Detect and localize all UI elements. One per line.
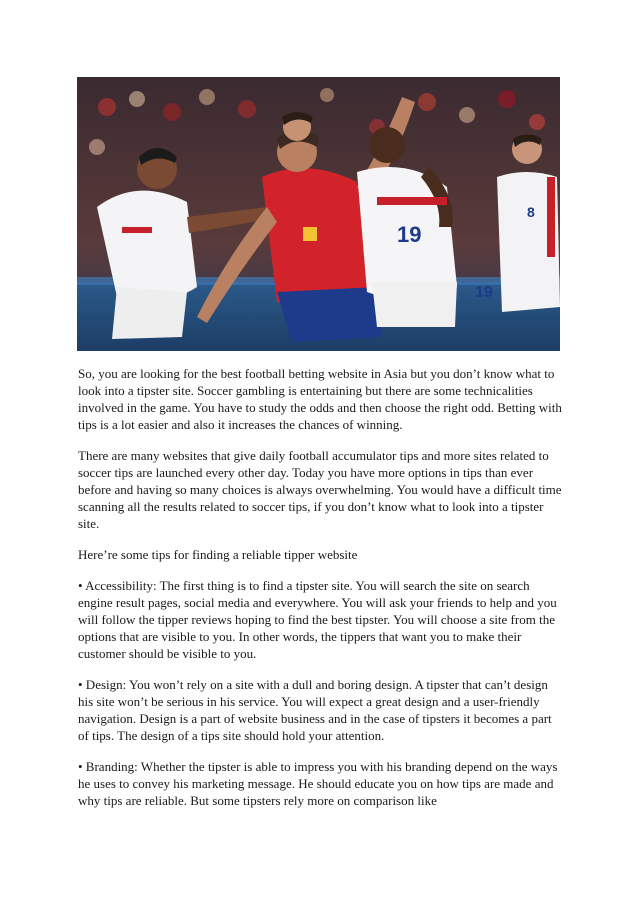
paragraph-intro: So, you are looking for the best football betting website in Asia but you don’t know what to look into a tipster site. Soccer gambling is entertaining but there are some technicalities involved in the game. You have to study the odds and then choose the right odd. Betting with tips is a lot easier and also it increases the chances of winning. [78, 366, 562, 432]
paragraph-design: • Design: You won’t rely on a site with a dull and boring design. A tipster that can’t design his site won’t be serious in his service. You will expect a great design and a user-friendly navigation. Design is a part of website business and in the case of tipsters it becomes a part of tips. The design of a tips site should hold your attention. [78, 677, 552, 743]
paragraph-branding: • Branding: Whether the tipster is able to impress you with his branding depend on the ways he uses to convey his marketing message. He should educate you on how tips are made and why tips are reliable. But some tipsters rely more on comparison like [78, 759, 558, 808]
football-photo [77, 77, 560, 351]
paragraph-accessibility: • Accessibility: The first thing is to find a tipster site. You will search the site on search engine result pages, social media and everywhere. You will ask your friends to help and you will follow the tipper reviews hoping to find the best tipster. You will choose a site from the options that are visible to you. In other words, the tippers that want you to make their customer should be visible to you. [78, 578, 557, 661]
article-body [78, 365, 562, 823]
paragraph-tips-heading: Here’re some tips for finding a reliable tipper website [78, 547, 358, 562]
jersey-number-19: 19 [397, 222, 422, 247]
svg-text:19: 19 [475, 284, 493, 301]
jersey-number-8: 8 [527, 204, 535, 220]
paragraph-websites: There are many websites that give daily football accumulator tips and more sites related to soccer tips are launched every other day. Today you have more options in tips than ever before and having so many choices is always overwhelming. You would have a difficult time scanning all the results related to soccer tips, if you don’t know what to look into a tipster site. [78, 448, 562, 531]
football-photo-illustration [77, 77, 560, 351]
